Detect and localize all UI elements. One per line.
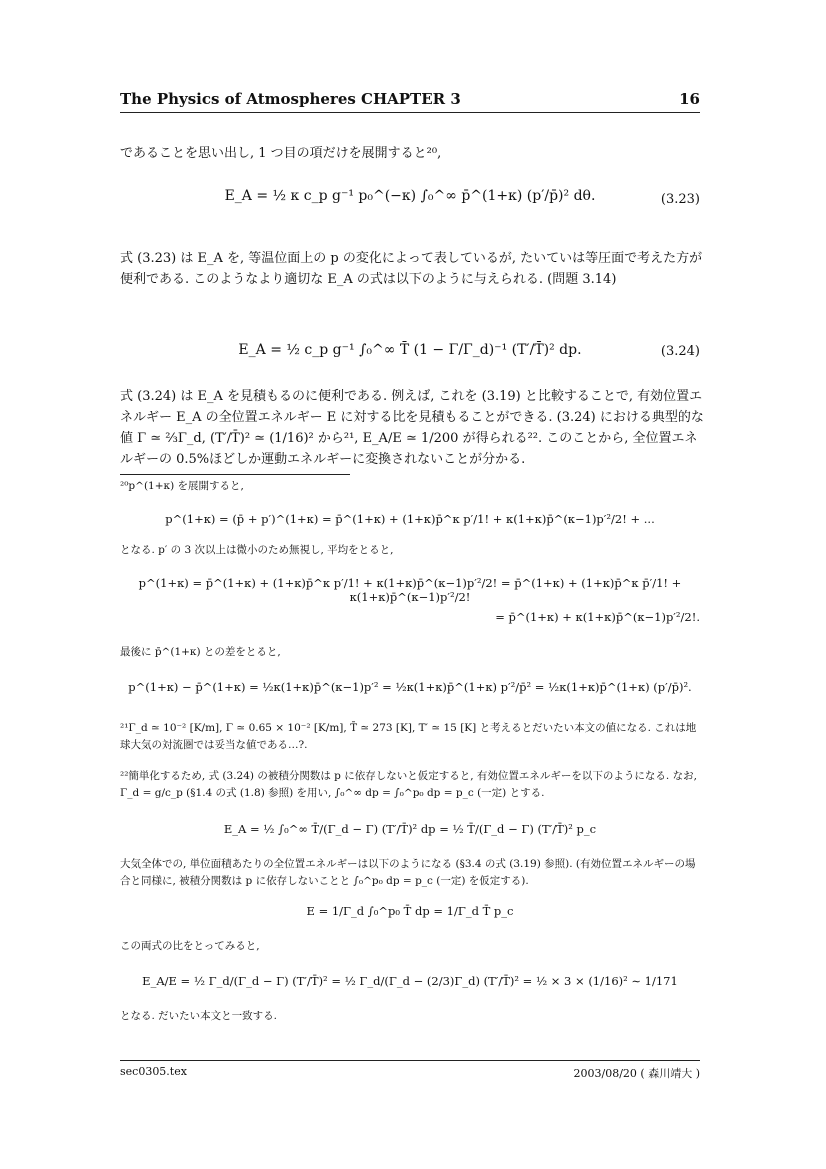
paragraph-intro: であることを思い出し, 1 つ目の項だけを展開すると²⁰,	[120, 146, 442, 161]
equation-3-24: E_A = ½ c_p g⁻¹ ∫₀^∞ T̄ (1 − Γ/Γ_d)⁻¹ (T′/T̄)² dp.	[238, 342, 582, 358]
page-number: 16	[679, 90, 700, 108]
paragraph-ea-isobaric: 式 (3.23) は E_A を, 等温位面上の p の変化によって表しているが, たいていは等圧面で考えた方が便利である. このようなより適切な E_A の式は以下のように与えられる. (問題 3.14)	[120, 251, 703, 287]
equation-number-3-24: (3.24)	[660, 344, 700, 359]
footer-filename: sec0305.tex	[120, 1065, 187, 1078]
footnote-22-eq1: E_A = ½ ∫₀^∞ T̄/(Γ_d − Γ) (T′/T̄)² dp = ½ T̄/(Γ_d − Γ) (T′/T̄)² p_c	[223, 822, 597, 836]
footnote-22-end: となる. だいたい本文と一致する.	[120, 1010, 278, 1022]
page-footer	[120, 1060, 700, 1080]
footnote-22-mid2: この両式の比をとってみると,	[120, 940, 260, 952]
equation-number-3-23: (3.23)	[660, 192, 700, 207]
footnote-22: ²²簡単化するため, 式 (3.24) の被積分関数は p に依存しないと仮定すると, 有効位置エネルギーを以下のようになる. なお, Γ_d = g/c_p (§1.4 の式 (1.8) 参照) を用い, ∫₀^∞ dp = ∫₀^p₀ dp = p_c (一定) とする.	[120, 770, 697, 799]
footnote-20-intro: ²⁰p^(1+κ) を展開すると,	[120, 480, 244, 492]
paragraph-estimate: 式 (3.24) は E_A を見積もるのに便利である. 例えば, これを (3.19) と比較することで, 有効位置エネルギー E_A の全位置エネルギー E に対する比を見積もることができる. (3.24) における典型的な値 Γ ≃ ⅔Γ_d, (T′/T̄)² ≃ (1/16)² から²¹, E_A/E ≃ 1/200 が得られる²². このことから, 全位置エネルギーの 0.5%ほどしか運動エネルギーに変換されないことが分かる.	[120, 389, 704, 467]
footnote-20-eq2a: p^(1+κ) = p̄^(1+κ) + (1+κ)p̄^κ p′/1! + κ(1+κ)p̄^(κ−1)p′²/2! = p̄^(1+κ) + (1+κ)p̄^κ p̄′/1! + κ(1+κ)p̄^(κ−1)p′²/2!	[138, 576, 682, 604]
page-header	[120, 90, 700, 113]
footnote-20-mid: となる. p′ の 3 次以上は微小のため無視し, 平均をとると,	[120, 544, 394, 556]
footnote-20-eq2b: = p̄^(1+κ) + κ(1+κ)p̄^(κ−1)p′²/2!.	[495, 610, 700, 624]
footnote-22-mid: 大気全体での, 単位面積あたりの全位置エネルギーは以下のようになる (§3.4 の式 (3.19) 参照). (有効位置エネルギーの場合と同様に, 被積分関数は p に依存しないことと ∫₀^p₀ dp = p_c (一定) を仮定する).	[120, 858, 696, 887]
footnote-21: ²¹Γ_d ≃ 10⁻² [K/m], Γ ≃ 0.65 × 10⁻² [K/m], T̄ ≃ 273 [K], T′ ≃ 15 [K] と考えるとだいたい本文の値になる. これは地球大気の対流圏では妥当な値である…?.	[120, 722, 697, 751]
footer-date-author: 2003/08/20 ( 森川靖大 )	[573, 1067, 700, 1080]
footnote-22-eq3: E_A/E = ½ Γ_d/(Γ_d − Γ) (T′/T̄)² = ½ Γ_d/(Γ_d − (2/3)Γ_d) (T′/T̄)² = ½ × 3 × (1/16)² ∼ 1/171	[142, 974, 678, 988]
footnote-20-eq1: p^(1+κ) = (p̄ + p′)^(1+κ) = p̄^(1+κ) + (1+κ)p̄^κ p′/1! + κ(1+κ)p̄^(κ−1)p′²/2! + ...	[165, 512, 655, 526]
footnote-rule	[120, 474, 350, 475]
footnote-20-last: 最後に p̄^(1+κ) との差をとると,	[120, 646, 281, 658]
running-title: The Physics of Atmospheres CHAPTER 3	[120, 90, 461, 108]
footnote-20-eq3: p^(1+κ) − p̄^(1+κ) = ½κ(1+κ)p̄^(κ−1)p′² = ½κ(1+κ)p̄^(1+κ) p′²/p̄² = ½κ(1+κ)p̄^(1+κ) (p′/p̄)².	[128, 680, 692, 694]
equation-3-23: E_A = ½ κ c_p g⁻¹ p₀^(−κ) ∫₀^∞ p̄^(1+κ) (p′/p̄)² dθ.	[224, 188, 596, 204]
footnote-22-eq2: E = 1/Γ_d ∫₀^p₀ T̄ dp = 1/Γ_d T̄ p_c	[306, 904, 514, 918]
